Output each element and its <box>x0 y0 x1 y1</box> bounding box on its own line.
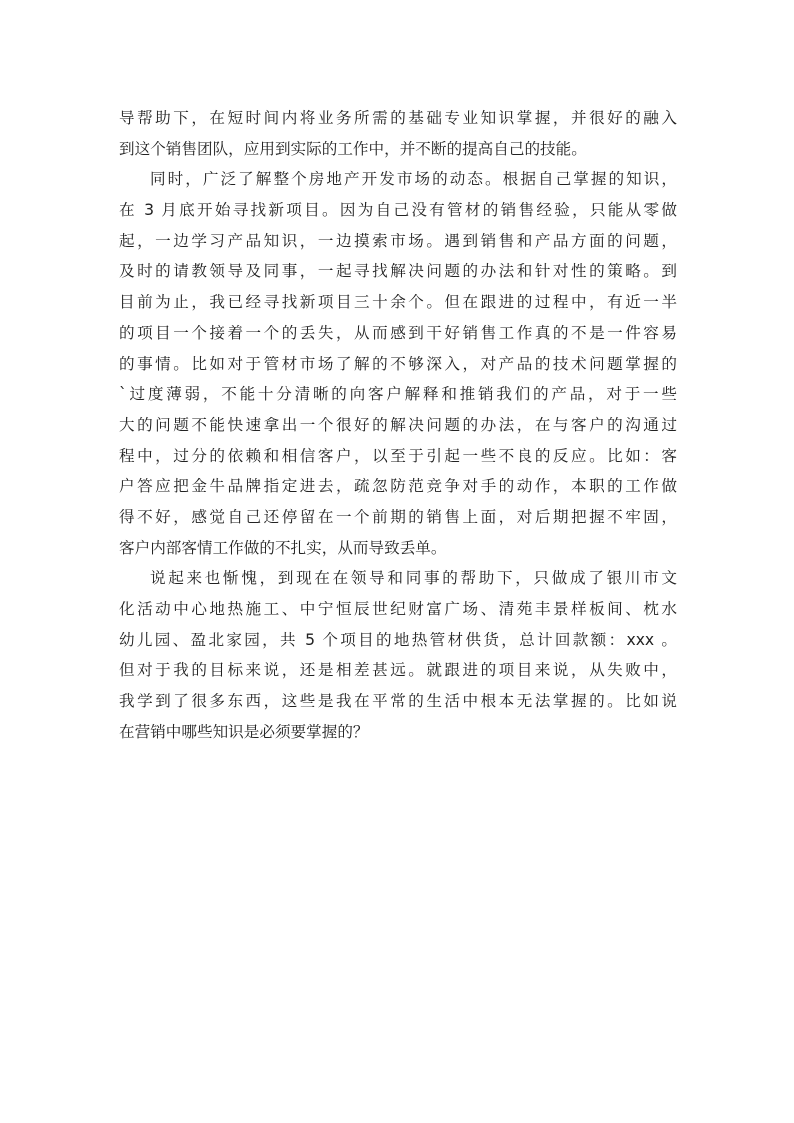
text-line: 起，一边学习产品知识，一边摸索市场。遇到销售和产品方面的问题， <box>119 231 677 250</box>
text-line: 大的问题不能快速拿出一个很好的解决问题的办法，在与客户的沟通过 <box>119 415 677 434</box>
text-line: 我学到了很多东西，这些是我在平常的生活中根本无法掌握的。比如说 <box>119 692 677 711</box>
text-line: 得不好，感觉自己还停留在一个前期的销售上面，对后期把握不牢固， <box>119 507 677 526</box>
text-line: 的事情。比如对于管材市场了解的不够深入，对产品的技术问题掌握的 <box>119 354 677 373</box>
text-line: 同时，广泛了解整个房地产开发市场的动态。根据自己掌握的知识， <box>150 170 677 189</box>
text-line: 的项目一个接着一个的丢失，从而感到干好销售工作真的不是一件容易 <box>119 323 677 342</box>
text-line: 但对于我的目标来说，还是相差甚远。就跟进的项目来说，从失败中， <box>119 661 677 680</box>
text-line: 幼儿园、盈北家园，共 5 个项目的地热管材供货，总计回款额：xxx 。 <box>119 630 677 649</box>
text-line: 说起来也惭愧，到现在在领导和同事的帮助下，只做成了银川市文 <box>150 569 677 588</box>
text-line: 在 3 月底开始寻找新项目。因为自己没有管材的销售经验，只能从零做 <box>119 201 677 220</box>
text-line: 化活动中心地热施工、中宁恒辰世纪财富广场、清苑丰景样板间、枕水 <box>119 600 677 618</box>
text-line: `过度薄弱，不能十分清晰的向客户解释和推销我们的产品，对于一些 <box>119 385 677 404</box>
text-line: 户答应把金牛品牌指定进去，疏忽防范竞争对手的动作，本职的工作做 <box>119 477 677 496</box>
text-line: 到这个销售团队，应用到实际的工作中，并不断的提高自己的技能。 <box>119 139 587 158</box>
document-body <box>119 103 677 747</box>
text-line: 在营销中哪些知识是必须要掌握的？ <box>119 722 369 741</box>
text-line: 目前为止，我已经寻找新项目三十余个。但在跟进的过程中，有近一半 <box>119 293 677 312</box>
text-line: 程中，过分的依赖和相信客户，以至于引起一些不良的反应。比如：客 <box>119 446 677 465</box>
text-line: 及时的请教领导及同事，一起寻找解决问题的办法和针对性的策略。到 <box>119 262 677 281</box>
text-line: 导帮助下，在短时间内将业务所需的基础专业知识掌握，并很好的融入 <box>119 109 677 127</box>
text-line: 客户内部客情工作做的不扎实，从而导致丢单。 <box>119 538 447 557</box>
